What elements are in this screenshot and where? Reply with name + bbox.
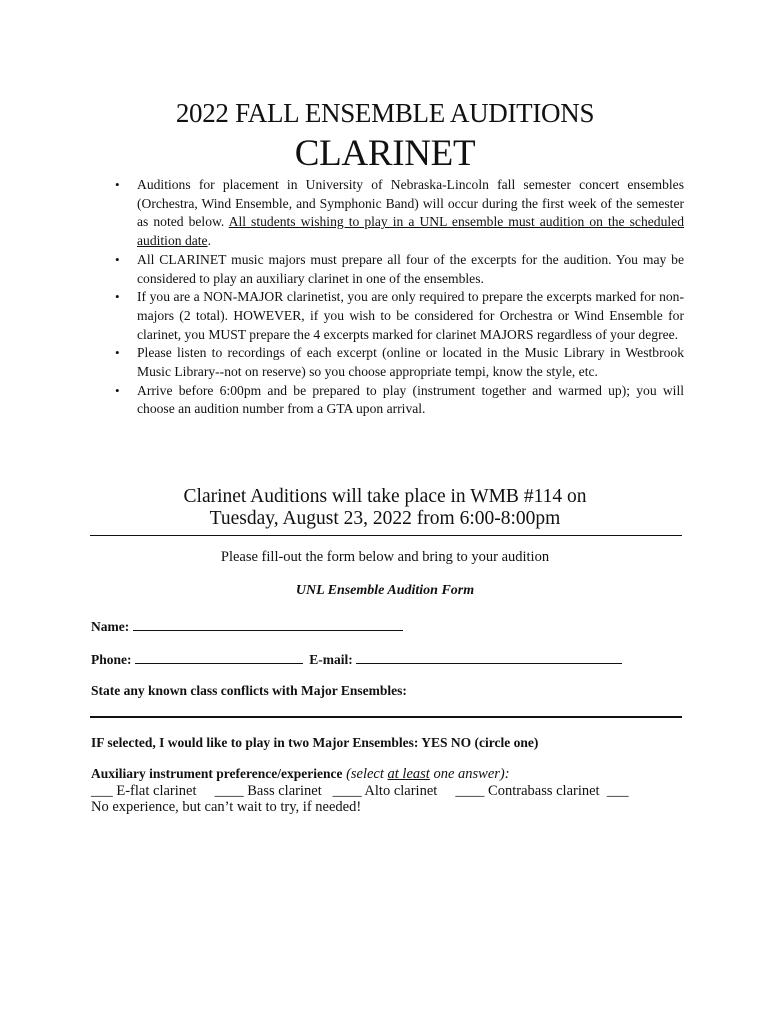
conflicts-label: State any known class conflicts with Major Ensembles: (91, 683, 407, 698)
required-audition-note: All students wishing to play in a UNL ensemble must audition on the scheduled audition date (137, 214, 684, 249)
audition-info-list (112, 176, 684, 419)
aux-label: Auxiliary instrument preference/experience (91, 766, 343, 781)
list-item: • If you are a NON-MAJOR clarinetist, you are only required to prepare the excerpts marked for non-majors (2 total). HOWEVER, if you wish to be considered for Orchestra or Wind Ensemble for clarinet, you MUST prepare the 4 excerpts marked for clarinet MAJORS regardless of your degree. (115, 289, 684, 342)
list-item: • Arrive before 6:00pm and be prepared to play (instrument together and warmed up); you will choose an audition number from a GTA upon arrival. (115, 382, 684, 417)
form-title: UNL Ensemble Audition Form (295, 583, 475, 598)
list-item: • All CLARINET music majors must prepare all four of the excerpts for the audition. You may be considered to play an auxiliary clarinet in one of the ensembles. (115, 251, 684, 286)
aux-options[interactable]: ___ E-flat clarinet ____ Bass clarinet ____ Alto clarinet ____ Contrabass clarinet ___ (91, 782, 629, 799)
name-label: Name: (91, 619, 130, 634)
list-item: • Auditions for placement in University of Nebraska-Lincoln fall semester concert ensembles (Orchestra, Wind Ensemble, and Symphonic Band) will occur during the first week of the semester as noted below. All students wishing to play in a UNL ensemble must audition on the scheduled audition date. (115, 177, 684, 249)
aux-no-experience-option[interactable]: No experience, but can’t wait to try, if needed! (91, 799, 362, 815)
conflicts-field[interactable] (90, 716, 682, 718)
form-instruction: Please fill-out the form below and bring to your audition (220, 549, 550, 565)
auxiliary-instrument-section (91, 766, 691, 816)
phone-label: Phone: (91, 652, 132, 667)
divider (90, 535, 682, 536)
email-label: E-mail: (309, 652, 353, 667)
audition-announcement (88, 486, 682, 530)
bullet-icon: • (115, 382, 120, 398)
two-ensembles-question: IF selected, I would like to play in two Major Ensembles: YES NO (circle one) (91, 735, 539, 750)
list-item: • Please listen to recordings of each excerpt (online or located in the Music Library in Westbrook Music Library--not on reserve) so you choose appropriate tempi, know the style, etc. (115, 345, 684, 380)
name-field[interactable] (133, 618, 403, 631)
document-title: 2022 FALL ENSEMBLE AUDITIONS (175, 98, 595, 128)
bullet-icon: • (115, 177, 120, 192)
bullet-icon: • (115, 251, 120, 267)
email-field[interactable] (356, 651, 622, 664)
name-row (91, 618, 403, 635)
aux-hint: (select at least one answer): (346, 766, 510, 782)
announcement-datetime: Tuesday, August 23, 2022 from 6:00-8:00pm (209, 508, 561, 529)
bullet-icon: • (115, 345, 120, 361)
contact-row (91, 651, 622, 668)
announcement-location: Clarinet Auditions will take place in WMB #114 on (183, 486, 587, 507)
instrument-heading: CLARINET (294, 133, 476, 174)
bullet-icon: • (115, 289, 120, 305)
phone-field[interactable] (135, 651, 303, 664)
